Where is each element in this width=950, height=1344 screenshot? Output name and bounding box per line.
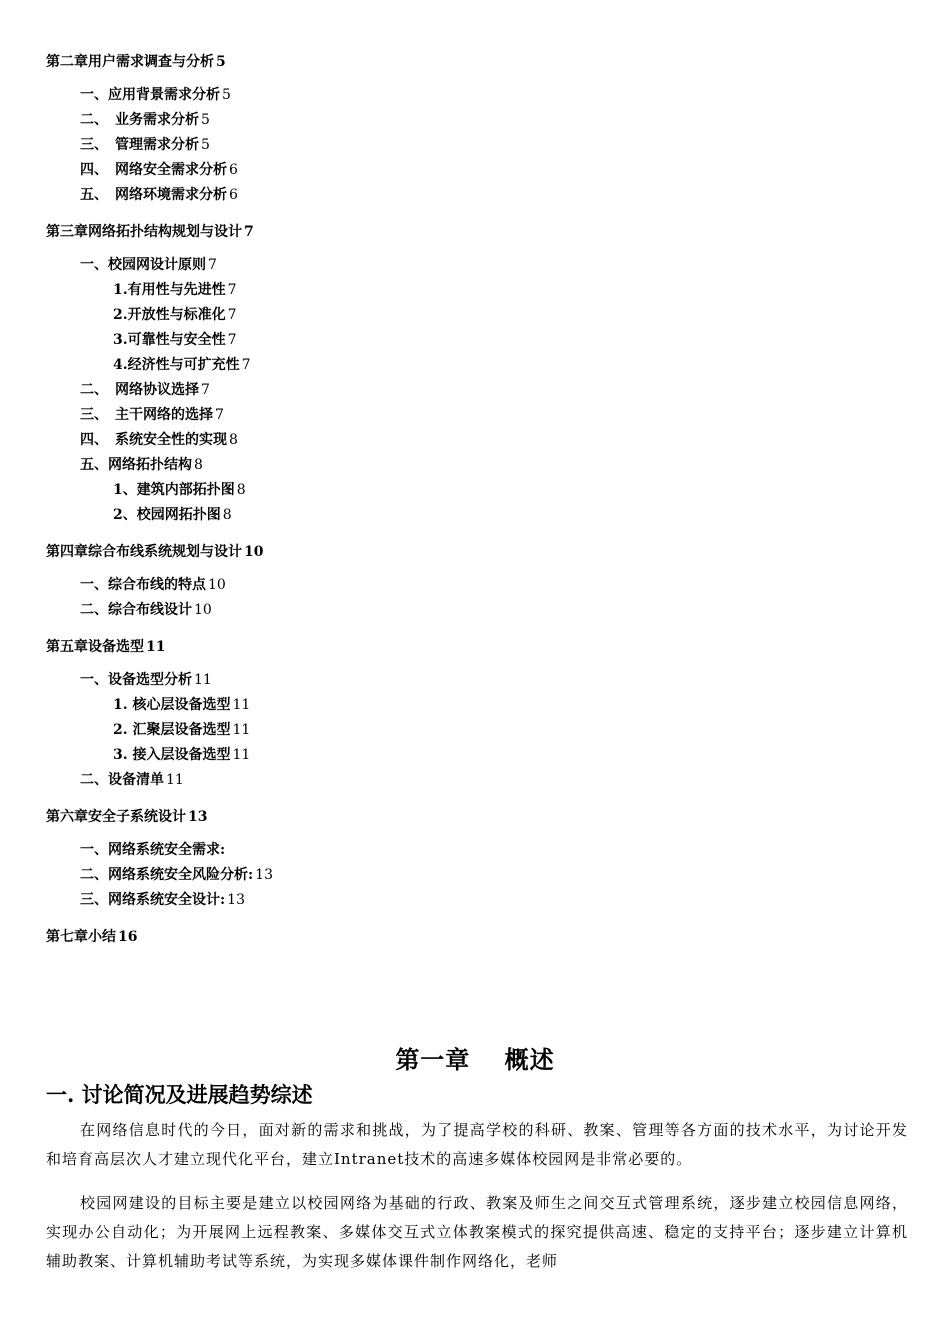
toc-page-number: 7	[227, 332, 237, 348]
toc-entry-title: 3.可靠性与安全性	[113, 332, 226, 348]
toc-entry[interactable]	[80, 136, 210, 154]
toc-entry-title: 三、 管理需求分析	[80, 137, 199, 153]
toc-entry-title: 一、应用背景需求分析	[80, 87, 220, 103]
toc-entry-title: 第三章网络拓扑结构规划与设计	[46, 224, 242, 240]
toc-chapter-entry[interactable]	[46, 223, 254, 241]
toc-entry-title: 3. 接入层设备选型	[113, 747, 231, 763]
toc-entry[interactable]	[80, 771, 184, 789]
toc-entry-title: 三、 主干网络的选择	[80, 407, 213, 423]
toc-page-number: 6	[229, 187, 238, 203]
toc-page-number: 5	[216, 54, 226, 70]
toc-entry-title: 二、 网络协议选择	[80, 382, 199, 398]
toc-page-number: 5	[222, 87, 231, 103]
toc-page-number: 11	[146, 639, 166, 655]
toc-page-number: 11	[232, 697, 251, 713]
toc-page-number: 5	[201, 112, 210, 128]
toc-entry[interactable]	[80, 891, 245, 909]
body-paragraph: 在网络信息时代的今日，面对新的需求和挑战，为了提高学校的科研、教案、管理等各方面的技术水平，为讨论开发和培育高层次人才建立现代化平台，建立Intranet技术的高速多媒体校园网是非常必要的。	[46, 1121, 908, 1168]
toc-page-number: 13	[227, 892, 245, 908]
toc-entry[interactable]	[80, 161, 238, 179]
toc-entry-title: 1. 核心层设备选型	[113, 697, 231, 713]
toc-entry[interactable]	[113, 281, 237, 299]
toc-entry[interactable]	[113, 721, 250, 739]
toc-entry[interactable]	[80, 111, 210, 129]
toc-entry[interactable]	[80, 186, 238, 204]
toc-entry-title: 四、 网络安全需求分析	[80, 162, 227, 178]
toc-entry[interactable]	[113, 306, 237, 324]
toc-entry[interactable]	[80, 601, 212, 619]
toc-entry[interactable]	[113, 331, 237, 349]
toc-entry-title: 1、建筑内部拓扑图	[113, 482, 235, 498]
toc-entry-title: 一、校园网设计原则	[80, 257, 206, 273]
toc-page-number: 8	[194, 457, 203, 473]
toc-entry-title: 4.经济性与可扩充性	[113, 357, 240, 373]
toc-page-number: 7	[215, 407, 224, 423]
toc-entry-title: 一、综合布线的特点	[80, 577, 206, 593]
toc-page-number: 10	[244, 544, 264, 560]
toc-page-number: 10	[208, 577, 226, 593]
toc-entry-title: 1.有用性与先进性	[113, 282, 226, 298]
toc-entry-title: 2. 汇聚层设备选型	[113, 722, 231, 738]
toc-page-number: 13	[188, 809, 208, 825]
body-paragraph: 校园网建设的目标主要是建立以校园网络为基础的行政、教案及师生之间交互式管理系统，逐步建立校园信息网络，实现办公自动化；为开展网上远程教案、多媒体交互式立体教案模式的探究提供高速、稳定的支持平台；逐步建立计算机辅助教案、计算机辅助考试等系统，为实现多媒体课件制作网络化，老师	[46, 1194, 908, 1270]
toc-entry-title: 第六章安全子系统设计	[46, 809, 186, 825]
toc-entry[interactable]	[113, 356, 251, 374]
toc-chapter-entry[interactable]	[46, 638, 165, 656]
toc-page-number: 7	[241, 357, 251, 373]
toc-entry[interactable]	[80, 841, 227, 859]
toc-entry[interactable]	[113, 696, 250, 714]
toc-chapter-entry[interactable]	[46, 543, 263, 561]
toc-entry[interactable]	[80, 381, 210, 399]
toc-entry-title: 一、设备选型分析	[80, 672, 192, 688]
toc-page-number: 7	[227, 307, 237, 323]
toc-chapter-entry[interactable]	[46, 808, 207, 826]
toc-chapter-entry[interactable]	[46, 928, 137, 946]
toc-entry[interactable]	[80, 86, 231, 104]
toc-entry-title: 三、网络系统安全设计:	[80, 892, 226, 908]
toc-page-number: 6	[229, 162, 238, 178]
toc-page-number: 7	[227, 282, 237, 298]
toc-entry[interactable]	[80, 256, 217, 274]
toc-page-number: 11	[166, 772, 184, 788]
toc-entry-title: 二、 业务需求分析	[80, 112, 199, 128]
toc-page-number: 5	[201, 137, 210, 153]
toc-page-number: 7	[201, 382, 210, 398]
toc-page-number: 16	[118, 929, 138, 945]
toc-entry[interactable]	[80, 406, 224, 424]
toc-page-number: 11	[232, 722, 251, 738]
toc-page-number: 8	[222, 507, 232, 523]
toc-entry-title: 五、 网络环境需求分析	[80, 187, 227, 203]
toc-page-number: 10	[194, 602, 212, 618]
toc-entry-title: 二、设备清单	[80, 772, 164, 788]
toc-page-number: 8	[229, 432, 238, 448]
toc-entry-title: 第四章综合布线系统规划与设计	[46, 544, 242, 560]
toc-entry[interactable]	[113, 746, 250, 764]
toc-entry-title: 四、 系统安全性的实现	[80, 432, 227, 448]
toc-entry-title: 第五章设备选型	[46, 639, 144, 655]
toc-chapter-entry[interactable]	[46, 53, 226, 71]
section-title: 一. 讨论简况及进展趋势综述	[46, 1082, 313, 1107]
toc-entry-title: 2.开放性与标准化	[113, 307, 226, 323]
toc-entry-title: 第二章用户需求调查与分析	[46, 54, 214, 70]
toc-entry[interactable]	[80, 671, 212, 689]
toc-entry[interactable]	[113, 481, 246, 499]
toc-page-number: 11	[194, 672, 212, 688]
toc-entry-title: 第七章小结	[46, 929, 116, 945]
toc-entry-title: 2、校园网拓扑图	[113, 507, 221, 523]
toc-entry-title: 二、网络系统安全风险分析:	[80, 867, 254, 883]
toc-page-number: 7	[208, 257, 217, 273]
chapter-title: 第一章 概述	[395, 1045, 555, 1074]
toc-page-number: 7	[244, 224, 254, 240]
toc-entry-title: 五、网络拓扑结构	[80, 457, 192, 473]
toc-entry-title: 一、网络系统安全需求:	[80, 842, 226, 858]
toc-entry[interactable]	[80, 866, 273, 884]
toc-page-number: 8	[236, 482, 246, 498]
toc-entry[interactable]	[80, 431, 238, 449]
toc-entry[interactable]	[113, 506, 232, 524]
toc-entry-title: 二、综合布线设计	[80, 602, 192, 618]
toc-page-number: 11	[232, 747, 251, 763]
toc-page-number: 13	[255, 867, 273, 883]
toc-entry[interactable]	[80, 456, 203, 474]
toc-entry[interactable]	[80, 576, 226, 594]
